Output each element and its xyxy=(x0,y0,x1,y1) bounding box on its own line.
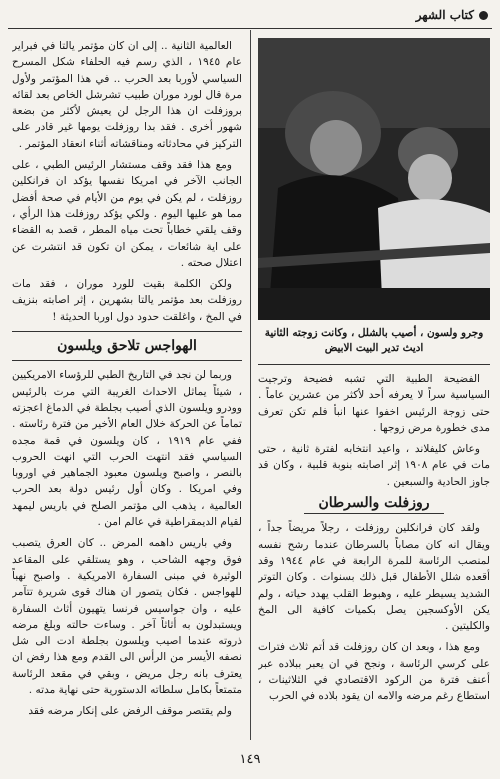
column-divider xyxy=(250,30,251,740)
section-title-roosevelt: روزفلت والسرطان xyxy=(318,495,430,512)
paragraph: ولكن الكلمة بقيت للورد موران ، فقد مات روزفلت بعد مؤتمر يالتا بشهرين ، إثر اصابته بنزيف في المخ ، واغلقت حدود دول اوربا الحديثة ! xyxy=(12,278,242,323)
caption-line-2: اديث تدير البيت الابيض xyxy=(324,342,424,354)
paragraph: ولم يقتصر موقف الرفض على إنكار مرضه فقد xyxy=(28,705,232,718)
section-rule-top xyxy=(12,331,242,332)
paragraph: ومع هذا فقد وقف مستشار الرئيس الطبي ، على الجانب الآخر في امريكا نفسها يؤكد ان فرانكلين روزفلت ، لم يكن في يوم من الأيام في صحة أفضل مما هو عليها اليوم . ولكي يؤكد روزفلت هذا الرأي ، وقف يلقي خطاباً تحت مياه المطر ، قصد به القضاء على اية شائعات ، يمكن ان تكون قد انتشرت عن اعتلال صحته . xyxy=(12,159,242,269)
section-rule-bottom xyxy=(12,360,242,361)
left-column xyxy=(12,38,242,738)
paragraph: وفي باريس داهمه المرض .. كان العرق يتصبب فوق وجهه الشاحب ، وهو يستلقي على المقاعد الوثيرة في مبنى السفارة الامريكية . واصبح نهباً للهواجس . فكان يتصور ان هناك قوى شريرة تتآمر عليه ، وان جواسيس فرنسا يتهيون أثاث السفارة ويستبدلون به أثاثاً آخر . وساءت حالته وبلغ مرضه ذروته عندما اصيب ويلسون بجلطة ادت الى شل نصفه الأيسر من الرأس الى القدم ومع هذا رفض ان يعترف بانه رجل مريض ، وبقي في مقعد الرئاسة متمتعاً بكامل سلطاته الدستورية حتى نهاية مدته . xyxy=(12,537,242,696)
bullet-icon xyxy=(479,11,488,20)
caption-rule xyxy=(258,364,490,365)
paragraph: ومع هذا ، وبعد ان كان روزفلت قد أتم ثلاث فترات على كرسي الرئاسة ، ونجح في ان يعبر ببلاده عبر أعنف فترة من الركود الاقتصادي في الثلاثينات ، استطاع رغم مرضه والامه ان يقود بلاده في الحرب xyxy=(258,641,490,703)
page-header xyxy=(416,8,488,22)
section-title-wilson: الهواجس تلاحق ويلسون xyxy=(57,338,197,355)
paragraph: وعاش كليفلاند ، واعيد انتخابه لفترة ثانية ، حتى مات في عام ١٩٠٨ إثر اصابته بنوبة قلبية ، وكان قد جاوز الحادية والسبعين . xyxy=(258,443,490,488)
section-title-underline xyxy=(304,513,443,514)
magazine-title: كتاب الشهر xyxy=(415,8,474,22)
photo-illustration xyxy=(258,38,490,320)
right-column xyxy=(258,38,490,738)
page-number: ١٤٩ xyxy=(239,752,261,767)
header-rule xyxy=(8,28,492,29)
paragraph: وربما لن نجد في التاريخ الطبي للرؤساء الامريكيين ، شيئاً يماثل الاحداث الغريبة التي مرت بالرئيس وودرو ويلسون الذي أصيب بجلطة في الدماغ اعجزته تماماً عن الحركة خلال العام الأخير من فترة رئاسته . ففي عام ١٩١٩ ، كان ويلسون في قمة مجده السياسي فقد انتهت الحرب التي انهت الحروب بالنصر ، واصبح ويلسون معبود الجماهير في اوروبا وفي امريكا . وكان أول رئيس دولة بعد الحرب العالمية ، يذهب الى مؤتمر الصلح في باريس ليمهد لقيام الديمقراطية في عالم امن . xyxy=(12,369,242,529)
paragraph: العالمية الثانية .. إلى ان كان مؤتمر يالتا في فبراير عام ١٩٤٥ ، الذي رسم فيه الحلفاء شكل المسرح السياسي لأوربا بعد الحرب .. في هذا المؤتمر ولأول مرة قال لورد موران طبيب تشرشل الخاص بعد لقائه بروزفلت ان هذا الرجل لن يعيش لأكثر من بضعة شهور أخرى . فقد بدا روزفلت يومها غير قادر على التركيز في محادثاته ومناقشاته أثناء انعقاد المؤتمر . xyxy=(12,40,242,150)
paragraph: ولقد كان فرانكلين روزفلت ، رجلاً مريضاً جداً ، ويقال انه كان مصاباً بالسرطان عندما رشح نفسه لمنصب الرئاسة للمرة الرابعة في عام ١٩٤٤ وقد أقعده شلل الأطفال قبل ذلك بسنوات . وكان التوتر الشديد يسيطر عليه ، وهبوط القلب يهدد حياته ، ولم يكن الأوكسجين يصل بكميات كافية الى المخ والكليتين . xyxy=(258,522,490,633)
wilson-photo xyxy=(258,38,490,320)
paragraph: الفضيحة الطبية التي تشبه فضيحة وترجيت السياسية سراً لا يعرفه أحد لأكثر من عشرين عاماً . حتى زوجة الرئيس اخفوا عنها انبأ فلم تكن تعرف مدى خطورة مرض زوجها . xyxy=(258,373,490,434)
photo-caption xyxy=(258,326,490,356)
caption-line-1: وجرو ولسون ، أصيب بالشلل ، وكانت زوجته الثانية xyxy=(264,327,484,339)
